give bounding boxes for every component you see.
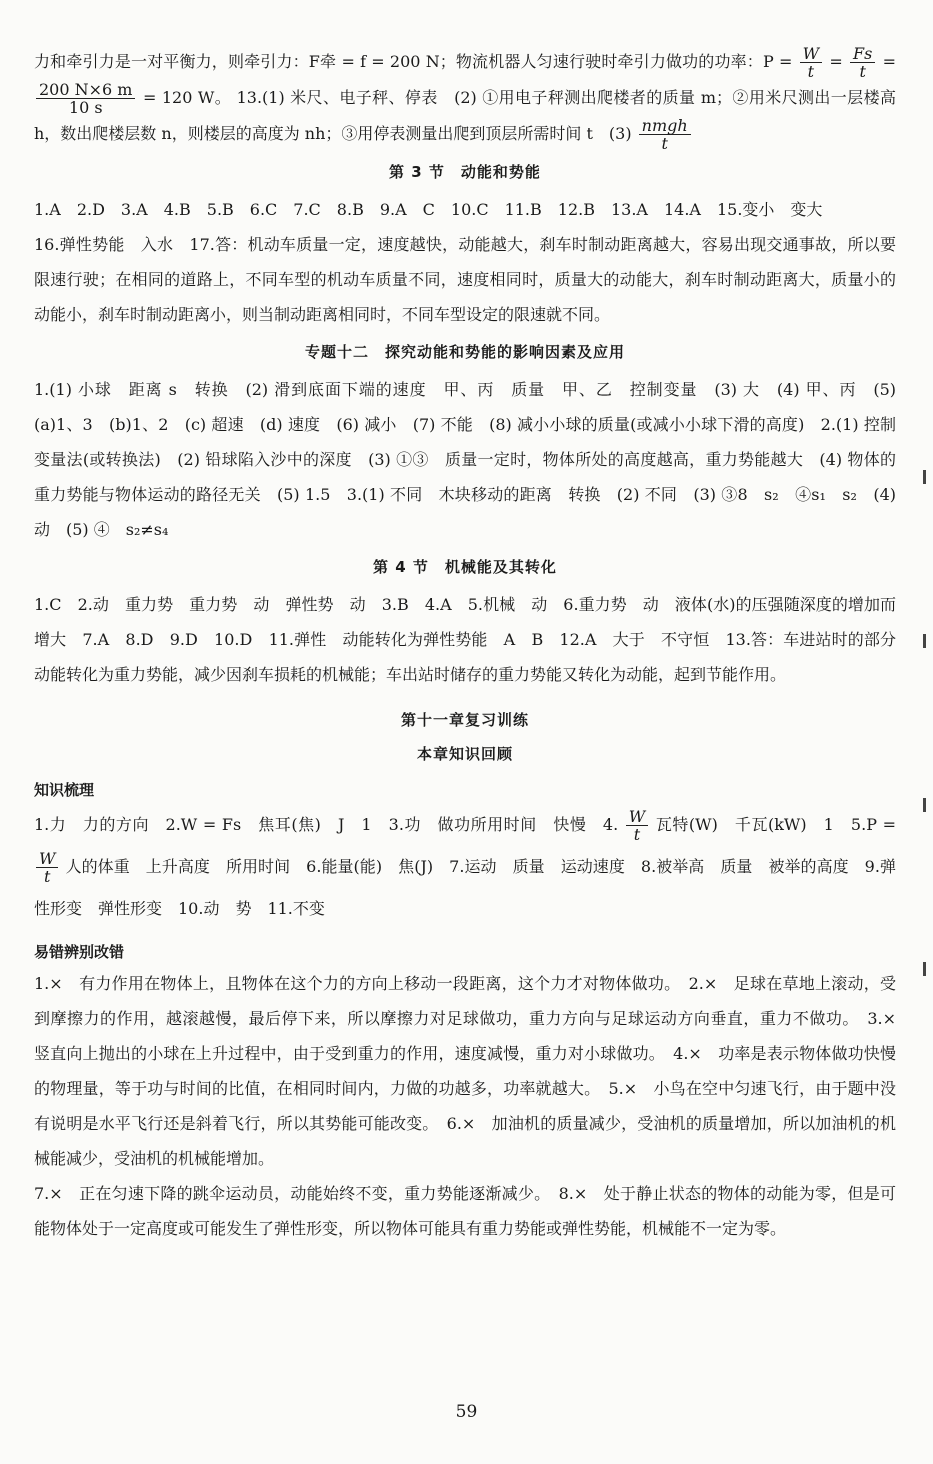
fraction-w-t-2: $\frac{W}{t}$ (626, 808, 648, 843)
section-3-title: 第 3 节 动能和势能 (389, 163, 541, 181)
fraction-nmgh-t: $\frac{\text{nmgh}}{t}$ (639, 117, 691, 152)
intro-paragraph: 力和牵引力是一对平衡力，则牵引力：F牵 = f = 200 N；物流机器人匀速行驶时牵引力做功的功率：P = $\frac{W}{t}$ = $\frac{Fs}{t}$ = $\frac{200 N\times 6 m}{10 s}$ = 120 W。 13.(1) 米尺、电子秤、停表 (2) ①用电子秤测出爬楼者的质量 m；②用米尺测出一层楼高 h，数出爬楼层数 n，则楼层的高度为 nh；③用停表测量出爬到顶层所需时间 t (3) $\frac{\text{nmgh}}{t}$ (34, 44, 896, 153)
answer-page (34, 44, 913, 1246)
scan-edge-marks (923, 470, 931, 1126)
error-correction-1: 1.× 有力作用在物体上，且物体在这个力的方向上移动一段距离，这个力才对物体做功。 2.× 足球在草地上滚动，受到摩擦力的作用，越滚越慢，最后停下来，所以摩擦力对足球做功，重力方向与足球运动方向垂直，重力不做功。 3.× 竖直向上抛出的小球在上升过程中，由于受到重力的作用，速度减慢，重力对小球做功。 4.× 功率是表示物体做功快慢的物理量，等于功与时间的比值，在相同时间内，力做的功越多，功率就越大。 5.× 小鸟在空中匀速飞行，由于题中没有说明是水平飞行还是斜着飞行，所以其势能可能改变。 6.× 加油机的质量减少，受油机的质量增加，所以加油机的机械能减少，受油机的机械能增加。 (34, 974, 913, 1168)
topic-12-title: 专题十二 探究动能和势能的影响因素及应用 (304, 343, 625, 361)
section-4-answers: 1.C 2.动 重力势 重力势 动 弹性势 动 3.B 4.A 5.机械 动 6.重力势 动 液体(水)的压强随深度的增加而增大 7.A 8.D 9.D 10.D 11.弹性 动能转化为弹性势能 A B 12.A 大于 不守恒 13.答：车进站时的部分动能转化为重力势能，减少因刹车损耗的机械能；车出站时储存的重力势能又转化为动能，起到节能作用。 (34, 595, 896, 684)
fraction-w-t: $\frac{W}{t}$ (800, 45, 822, 80)
error-correction-heading: 易错辨别改错 (34, 943, 125, 961)
q13-answer: 13.(1) 米尺、电子秤、停表 (2) ①用电子秤测出爬楼者的质量 m；②用米尺测出一层楼高 h，数出爬楼层数 n，则楼层的高度为 nh；③用停表测量出爬到顶层所需时间 t (3) (34, 88, 896, 143)
section-3-answers-2: 16.弹性势能 入水 17.答：机动车质量一定，速度越快，动能越大，刹车时制动距离越大，容易出现交通事故，所以要限速行驶；在相同的道路上，不同车型的机动车质量不同，速度相同时，质量大的动能大，刹车时制动距离大，质量小的动能小，刹车时制动距离小，则当制动距离相同时，不同车型设定的限速就不同。 (34, 235, 896, 324)
chapter-review-subtitle: 本章知识回顾 (416, 745, 513, 763)
knowledge-summary-heading: 知识梳理 (34, 781, 95, 799)
page-number: 59 (455, 1402, 478, 1422)
error-correction-2: 7.× 正在匀速下降的跳伞运动员，动能始终不变，重力势能逐渐减少。 8.× 处于静止状态的物体的动能为零，但是可能物体处于一定高度或可能发生了弹性形变，所以物体可能具有重力势能或弹性势能，机械能不一定为零。 (34, 1184, 896, 1238)
section-4-title: 第 4 节 机械能及其转化 (373, 558, 557, 576)
chapter-review-title: 第十一章复习训练 (400, 711, 529, 729)
section-3-answers-1: 1.A 2.D 3.A 4.B 5.B 6.C 7.C 8.B 9.A C 10.C 11.B 12.B 13.A 14.A 15.变小 变大 (34, 200, 823, 219)
topic-12-answers: 1.(1) 小球 距离 s 转换 (2) 滑到底面下端的速度 甲、丙 质量 甲、乙 控制变量 (3) 大 (4) 甲、丙 (5) (a)1、3 (b)1、2 (c) 超速 (d) 速度 (6) 减小 (7) 不能 (8) 减小小球的质量(或减小小球下滑的高度) 2.(1) 控制变量法(或转换法) (2) 铅球陷入沙中的深度 (3) ①③ 质量一定时，物体所处的高度越高，重力势能越大 (4) 物体的重力势能与物体运动的路径无关 (5) 1.5 3.(1) 不同 木块移动的距离 转换 (2) 不同 (3) ③8 s₂ ④s₁ s₂ (4) 动 (5) ④ s₂≠s₄ (34, 380, 896, 539)
knowledge-summary: 1.力 力的方向 2.W = Fs 焦耳(焦) J 1 3.功 做功所用时间 快慢 4. $\frac{W}{t}$ 瓦特(W) 千瓦(kW) 1 5.P = $\frac{W}{t}$ 人的体重 上升高度 所用时间 6.能量(能) 焦(J) 7.运动 质量 运动速度 8.被举高 质量 被举的高度 9.弹性形变 弹性形变 10.动 势 11.不变 (34, 807, 896, 918)
fraction-fs-t: $\frac{Fs}{t}$ (850, 45, 875, 80)
fraction-w-t-3: $\frac{W}{t}$ (36, 850, 58, 885)
fraction-values: $\frac{200 N\times 6 m}{10 s}$ (36, 81, 135, 116)
